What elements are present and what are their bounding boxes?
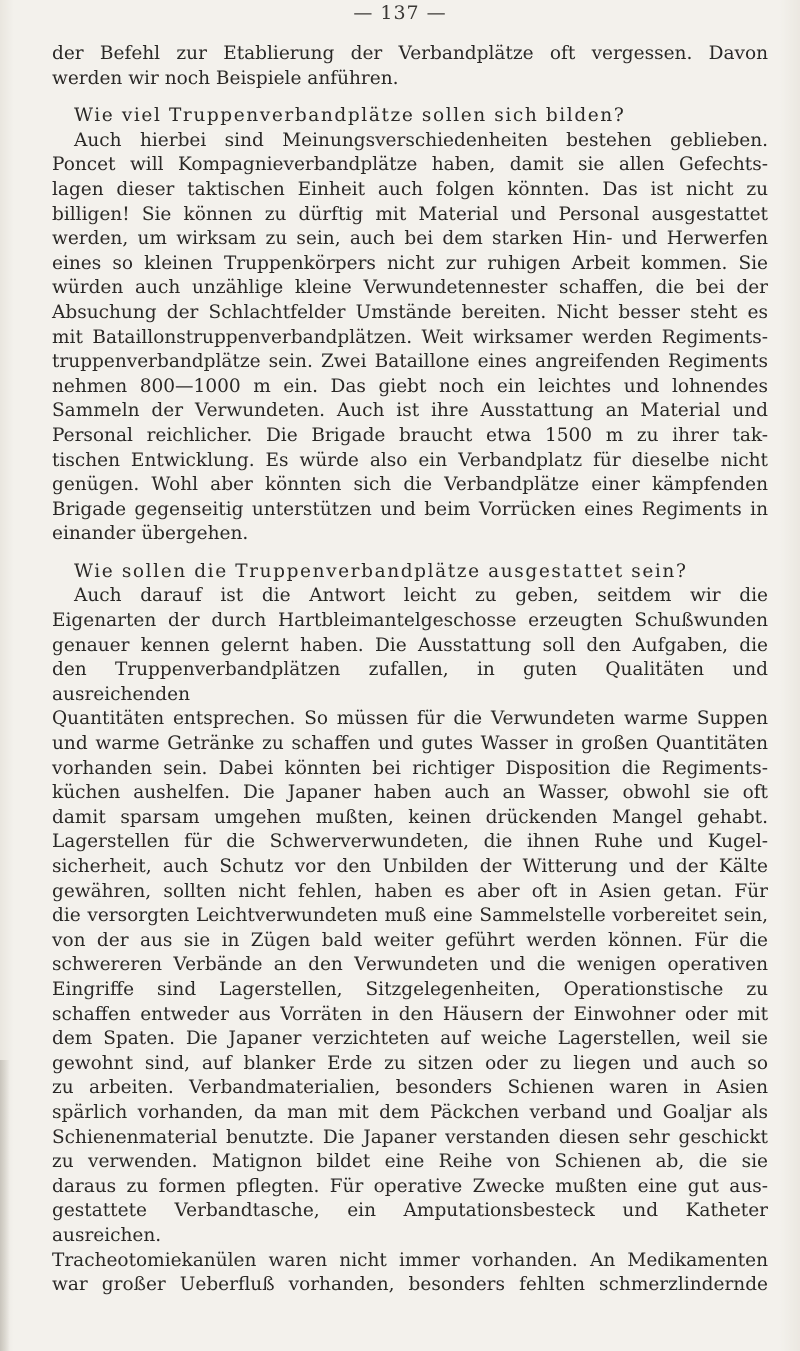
text-line: Auch darauf ist die Antwort leicht zu geben, seitdem wir die xyxy=(74,585,768,607)
text-line: Absuchung der Schlachtfelder Umstände bereiten. Nicht besser steht es xyxy=(52,301,768,323)
text-line: tischen Entwicklung. Es würde also ein Verbandplatz für dieselbe nicht xyxy=(52,449,768,471)
text-line: genauer kennen gelernt haben. Die Ausstattung soll den Aufgaben, die xyxy=(52,634,768,656)
text-line: Brigade gegenseitig unterstützen und beim Vorrücken eines Regiments in xyxy=(52,498,768,520)
text-line: damit sparsam umgehen mußten, keinen drückenden Mangel gehabt. xyxy=(52,806,768,828)
text-line: Auch hierbei sind Meinungsverschiedenheiten bestehen geblieben. xyxy=(74,129,768,151)
text-line: Tracheotomiekanülen waren nicht immer vorhanden. An Medikamenten xyxy=(52,1249,768,1271)
text-line: den Truppenverbandplätzen zufallen, in guten Qualitäten und ausreichenden xyxy=(52,659,768,705)
text-line: Quantitäten entsprechen. So müssen für die Verwundeten warme Suppen xyxy=(52,708,768,730)
text-line: daraus zu formen pflegten. Für operative Zwecke mußten eine gut aus- xyxy=(52,1175,768,1197)
text-line: schaffen entweder aus Vorräten in den Häusern der Einwohner oder mit xyxy=(52,1003,768,1025)
text-line: vorhanden sein. Dabei könnten bei richtiger Disposition die Regiments- xyxy=(52,757,768,779)
text-line: dem Spaten. Die Japaner verzichteten auf weiche Lagerstellen, weil sie xyxy=(52,1028,768,1050)
text-line: zu arbeiten. Verbandmaterialien, besonders Schienen waren in Asien xyxy=(52,1077,768,1099)
text-line: der Befehl zur Etablierung der Verbandplätze oft vergessen. Davon xyxy=(52,43,768,64)
text-line: billigen! Sie können zu dürftig mit Material und Personal ausgestattet xyxy=(52,203,768,225)
text-line: Schienenmaterial benutzte. Die Japaner verstanden diesen sehr geschickt xyxy=(52,1126,768,1148)
paragraph-gap xyxy=(52,547,768,560)
text-line: lagen dieser taktischen Einheit auch folgen könnten. Das ist nicht zu xyxy=(52,178,768,200)
text-line: Personal reichlicher. Die Brigade braucht etwa 1500 m zu ihrer tak- xyxy=(52,424,768,446)
text-line: gestattete Verbandtasche, ein Amputationsbesteck und Katheter ausreichen. xyxy=(52,1200,768,1246)
text-line: zu verwenden. Matignon bildet eine Reihe von Schienen ab, die sie xyxy=(52,1151,768,1173)
text-line: gewähren, sollten nicht fehlen, haben es aber oft in Asien getan. Für xyxy=(52,880,768,902)
text-line: Eigenarten der durch Hartbleimantelgeschosse erzeugten Schußwunden xyxy=(52,610,768,632)
text-line: die versorgten Leichtverwundeten muß eine Sammelstelle vorbereitet sein, xyxy=(52,905,768,927)
text-line: genügen. Wohl aber könnten sich die Verbandplätze einer kämpfenden xyxy=(52,474,768,496)
text-line: Lagerstellen für die Schwerverwundeten, die ihnen Ruhe und Kugel- xyxy=(52,831,768,853)
spine-shadow xyxy=(0,1060,10,1351)
paragraph-truppenverbandplaetze-ausstattung xyxy=(52,584,768,1297)
paragraph-truppenverbandplaetze-anzahl xyxy=(52,129,768,547)
paragraph-gap xyxy=(52,91,768,104)
text-line: mit Bataillonstruppenverbandplätzen. Weit wirksamer werden Regiments- xyxy=(52,326,768,348)
section-question-heading: Wie viel Truppenverbandplätze sollen sich bilden? xyxy=(74,105,626,127)
text-line: Eingriffe sind Lagerstellen, Sitzgelegenheiten, Operationstische zu xyxy=(52,978,768,1000)
text-line: von der aus sie in Zügen bald weiter geführt werden können. Für die xyxy=(52,929,768,951)
text-line: spärlich vorhanden, da man mit dem Päckchen verband und Goaljar als xyxy=(52,1101,768,1123)
text-line: truppenverbandplätze sein. Zwei Bataillone eines angreifenden Regiments xyxy=(52,351,768,373)
section-question-heading: Wie sollen die Truppenverbandplätze ausgestattet sein? xyxy=(74,560,688,582)
text-line: und warme Getränke zu schaffen und gutes Wasser in großen Quantitäten xyxy=(52,733,768,755)
text-line: Sammeln der Verwundeten. Auch ist ihre Ausstattung an Material und xyxy=(52,400,768,422)
page-number: — 137 — xyxy=(353,2,447,24)
text-line: schwereren Verbände an den Verwundeten und die wenigen operativen xyxy=(52,954,768,976)
text-line: werden, um wirksam zu sein, auch bei dem starken Hin- und Herwerfen xyxy=(52,228,768,250)
text-line: war großer Ueberfluß vorhanden, besonders fehlten schmerzlindernde xyxy=(52,1274,768,1296)
text-line: nehmen 800—1000 m ein. Das giebt noch ein leichtes und lohnendes xyxy=(52,375,768,397)
text-line: sicherheit, auch Schutz vor den Unbilden der Witterung und der Kälte xyxy=(52,856,768,877)
text-line: Poncet will Kompagnieverbandplätze haben, damit sie allen Gefechts- xyxy=(52,154,768,176)
body-text xyxy=(52,42,768,1298)
text-line: würden auch unzählige kleine Verwundetennester schaffen, die bei der xyxy=(52,277,768,299)
text-line: eines so kleinen Truppenkörpers nicht zur ruhigen Arbeit kommen. Sie xyxy=(52,252,768,274)
text-line: einander übergehen. xyxy=(52,523,249,545)
text-line: küchen aushelfen. Die Japaner haben auch an Wasser, obwohl sie oft xyxy=(52,782,768,804)
text-line: gewohnt sind, auf blanker Erde zu sitzen oder zu liegen und auch so xyxy=(52,1052,768,1074)
text-line: werden wir noch Beispiele anführen. xyxy=(52,67,399,89)
